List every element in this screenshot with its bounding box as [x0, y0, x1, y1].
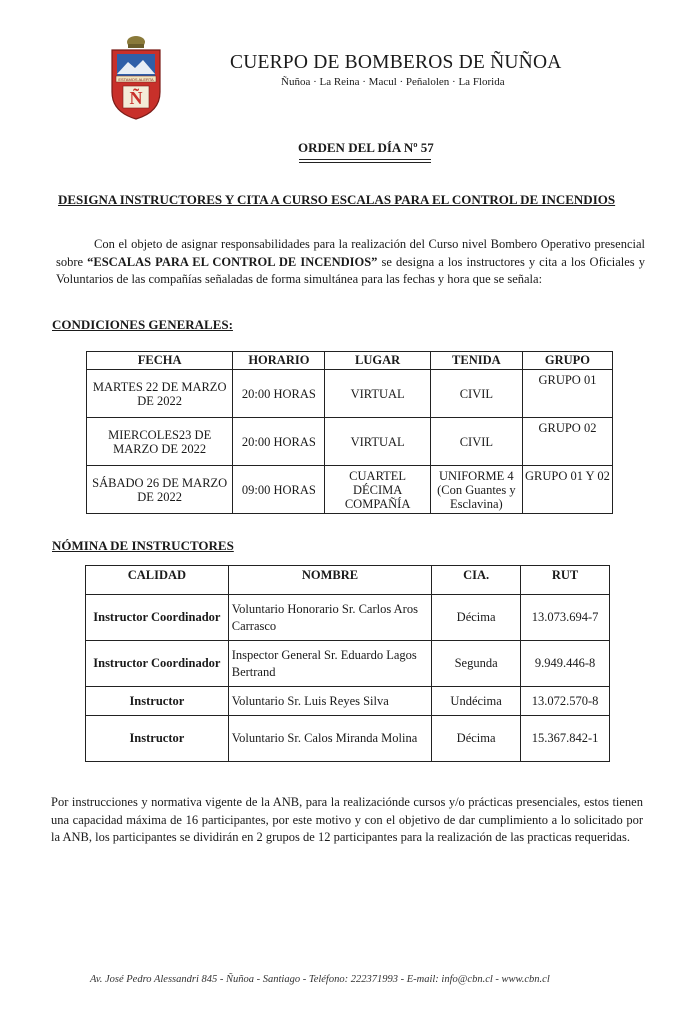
schedule-grupo: GRUPO 01: [522, 370, 612, 418]
instructor-rut: 13.072.570-8: [521, 687, 610, 716]
designation-heading: DESIGNA INSTRUCTORES Y CITA A CURSO ESCALAS PARA EL CONTROL DE INCENDIOS: [58, 192, 616, 207]
schedule-header-row: [87, 352, 613, 370]
instructors-header-rut: RUT: [521, 566, 610, 595]
schedule-horario: 20:00 HORAS: [233, 418, 325, 466]
schedule-horario: 20:00 HORAS: [233, 370, 325, 418]
instructor-calidad: Instructor Coordinador: [86, 641, 229, 687]
instructor-cia: Décima: [432, 716, 521, 762]
schedule-header-tenida: TENIDA: [430, 352, 522, 370]
instructor-cia: Segunda: [432, 641, 521, 687]
schedule-grupo: GRUPO 01 Y 02: [522, 466, 612, 514]
instructor-calidad: Instructor Coordinador: [86, 595, 229, 641]
schedule-fecha: MIERCOLES23 DE MARZO DE 2022: [87, 418, 233, 466]
crest-letter: Ñ: [129, 88, 143, 108]
schedule-fecha: MARTES 22 DE MARZO DE 2022: [87, 370, 233, 418]
organization-name: CUERPO DE BOMBEROS DE ÑUÑOA: [230, 52, 562, 73]
table-row: [86, 687, 610, 716]
schedule-lugar: VIRTUAL: [325, 418, 430, 466]
conditions-heading: CONDICIONES GENERALES:: [52, 317, 233, 332]
instructors-header-nombre: NOMBRE: [228, 566, 431, 595]
schedule-tenida: UNIFORME 4 (Con Guantes y Esclavina): [430, 466, 522, 514]
schedule-horario: 09:00 HORAS: [233, 466, 325, 514]
table-row: [87, 466, 613, 514]
schedule-header-horario: HORARIO: [233, 352, 325, 370]
table-row: [87, 418, 613, 466]
instructors-table: [85, 565, 610, 762]
closing-paragraph: [51, 794, 643, 847]
instructor-nombre: Voluntario Sr. Calos Miranda Molina: [228, 716, 431, 762]
instructor-calidad: Instructor: [86, 716, 229, 762]
intro-paragraph: [56, 236, 645, 289]
table-row: [86, 716, 610, 762]
organization-communes: Ñuñoa · La Reina · Macul · Peñalolen · La Florida: [281, 76, 505, 88]
intro-text-2: se designa a los instructores y cita a los Oficiales y Voluntarios de las compañías señaladas de forma simultánea para las fechas y hora que se señala:: [56, 254, 645, 286]
instructor-calidad: Instructor: [86, 687, 229, 716]
schedule-lugar: CUARTEL DÉCIMA COMPAÑÍA: [325, 466, 430, 514]
instructors-header-calidad: CALIDAD: [86, 566, 229, 595]
schedule-header-grupo: GRUPO: [522, 352, 612, 370]
instructor-rut: 9.949.446-8: [521, 641, 610, 687]
schedule-lugar: VIRTUAL: [325, 370, 430, 418]
schedule-tenida: CIVIL: [430, 370, 522, 418]
instructor-nombre: Voluntario Sr. Luis Reyes Silva: [228, 687, 431, 716]
table-row: [86, 595, 610, 641]
intro-text-1: Con el objeto de asignar responsabilidades para la realización del Curso nivel Bombero Operativo presencial sobre: [56, 237, 645, 269]
instructors-header-row: [86, 566, 610, 595]
table-row: [87, 370, 613, 418]
crest-motto: ESTAMOS ALERTA: [118, 76, 154, 82]
instructor-nombre: Voluntario Honorario Sr. Carlos Aros Carrasco: [228, 595, 431, 641]
instructor-cia: Undécima: [432, 687, 521, 716]
instructors-header-cia: CIA.: [432, 566, 521, 595]
instructors-heading: NÓMINA DE INSTRUCTORES: [52, 538, 234, 553]
instructor-nombre: Inspector General Sr. Eduardo Lagos Bertrand: [228, 641, 431, 687]
fire-department-crest-logo: [108, 34, 164, 120]
schedule-grupo: GRUPO 02: [522, 418, 612, 466]
schedule-table: [86, 351, 613, 514]
table-row: [86, 641, 610, 687]
instructor-rut: 15.367.842-1: [521, 716, 610, 762]
intro-course-name: “ESCALAS PARA EL CONTROL DE INCENDIOS”: [87, 254, 378, 269]
footer-contact: Av. José Pedro Alessandri 845 - Ñuñoa - Santiago - Teléfono: 222371993 - E-mail: info@cbn.cl - www.cbn.cl: [90, 974, 550, 985]
instructor-rut: 13.073.694-7: [521, 595, 610, 641]
title-double-rule: [299, 159, 431, 163]
schedule-header-lugar: LUGAR: [325, 352, 430, 370]
closing-text: Por instrucciones y normativa vigente de la ANB, para la realizaciónde cursos y/o prácticas presenciales, estos tienen una capacidad máxima de 16 participantes, por este motivo y con el objetivo de dar cumplimiento a lo solicitado por la ANB, los participantes se dividirán en 2 grupos de 12 participantes para la realización de las practicas requeridas.: [51, 795, 643, 844]
instructor-cia: Décima: [432, 595, 521, 641]
order-title: ORDEN DEL DÍA Nº 57: [298, 140, 434, 155]
schedule-tenida: CIVIL: [430, 418, 522, 466]
schedule-header-fecha: FECHA: [87, 352, 233, 370]
schedule-fecha: SÁBADO 26 DE MARZO DE 2022: [87, 466, 233, 514]
